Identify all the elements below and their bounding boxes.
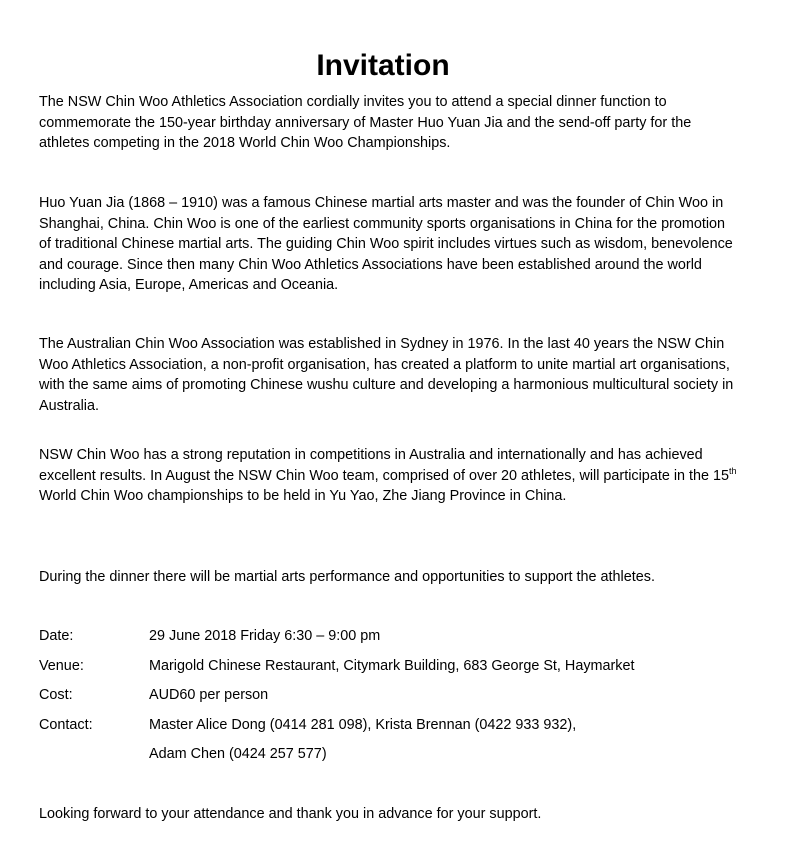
event-details xyxy=(39,626,759,774)
date-value: 29 June 2018 Friday 6:30 – 9:00 pm xyxy=(149,628,381,644)
date-row xyxy=(39,626,759,656)
contact-row xyxy=(39,715,759,745)
ordinal-suffix: th xyxy=(729,465,737,476)
australian-chin-woo-paragraph: The Australian Chin Woo Association was established in Sydney in 1976. In the last 40 years the NSW Chin Woo Athletics Association, a non-profit organisation, has created a platform to unite martial art organisations, with the same aims of promoting Chinese wushu culture and developing a harmonious multicultural society in Australia. xyxy=(39,336,734,414)
date-label: Date: xyxy=(39,628,74,644)
intro-paragraph: The NSW Chin Woo Athletics Association cordially invites you to attend a special dinner function to commemorate the 150-year birthday anniversary of Master Huo Yuan Jia and the send-off party for the athletes competing in the 2018 World Chin Woo Championships. xyxy=(39,94,692,151)
championships-paragraph xyxy=(39,445,739,507)
cost-label: Cost: xyxy=(39,687,73,704)
cost-value: AUD60 per person xyxy=(149,687,269,704)
championships-text-end: World Chin Woo championships to be held in Yu Yao, Zhe Jiang Province in China. xyxy=(39,488,567,504)
document-title: Invitation xyxy=(316,49,450,83)
huo-yuan-jia-paragraph: Huo Yuan Jia (1868 – 1910) was a famous Chinese martial arts master and was the founder of Chin Woo in Shanghai, China. Chin Woo is one of the earliest community sports organisations in China for the promotion of traditional Chinese martial arts. The guiding Chin Woo spirit includes virtues such as wisdom, benevolence and courage. Since then many Chin Woo Athletics Associations have been established around the world including Asia, Europe, Americas and Oceania. xyxy=(39,195,733,293)
closing-paragraph: Looking forward to your attendance and thank you in advance for your support. xyxy=(39,806,542,822)
championships-text-start: NSW Chin Woo has a strong reputation in competitions in Australia and internationally and has achieved excellent results. In August the NSW Chin Woo team, comprised of over 20 athletes, will participate in the 15 xyxy=(39,447,730,484)
venue-value: Marigold Chinese Restaurant, Citymark Building, 683 George St, Haymarket xyxy=(149,657,635,674)
contact-value-line2: Adam Chen (0424 257 577) xyxy=(149,746,327,763)
venue-label: Venue: xyxy=(39,657,84,674)
venue-row xyxy=(39,656,759,686)
cost-row xyxy=(39,685,759,715)
contact-label: Contact: xyxy=(39,716,93,733)
contact-value-line1: Master Alice Dong (0414 281 098), Krista Brennan (0422 933 932), xyxy=(149,716,577,733)
contact-row-continued xyxy=(39,744,759,774)
dinner-activities-paragraph: During the dinner there will be martial arts performance and opportunities to support the athletes. xyxy=(39,569,655,585)
